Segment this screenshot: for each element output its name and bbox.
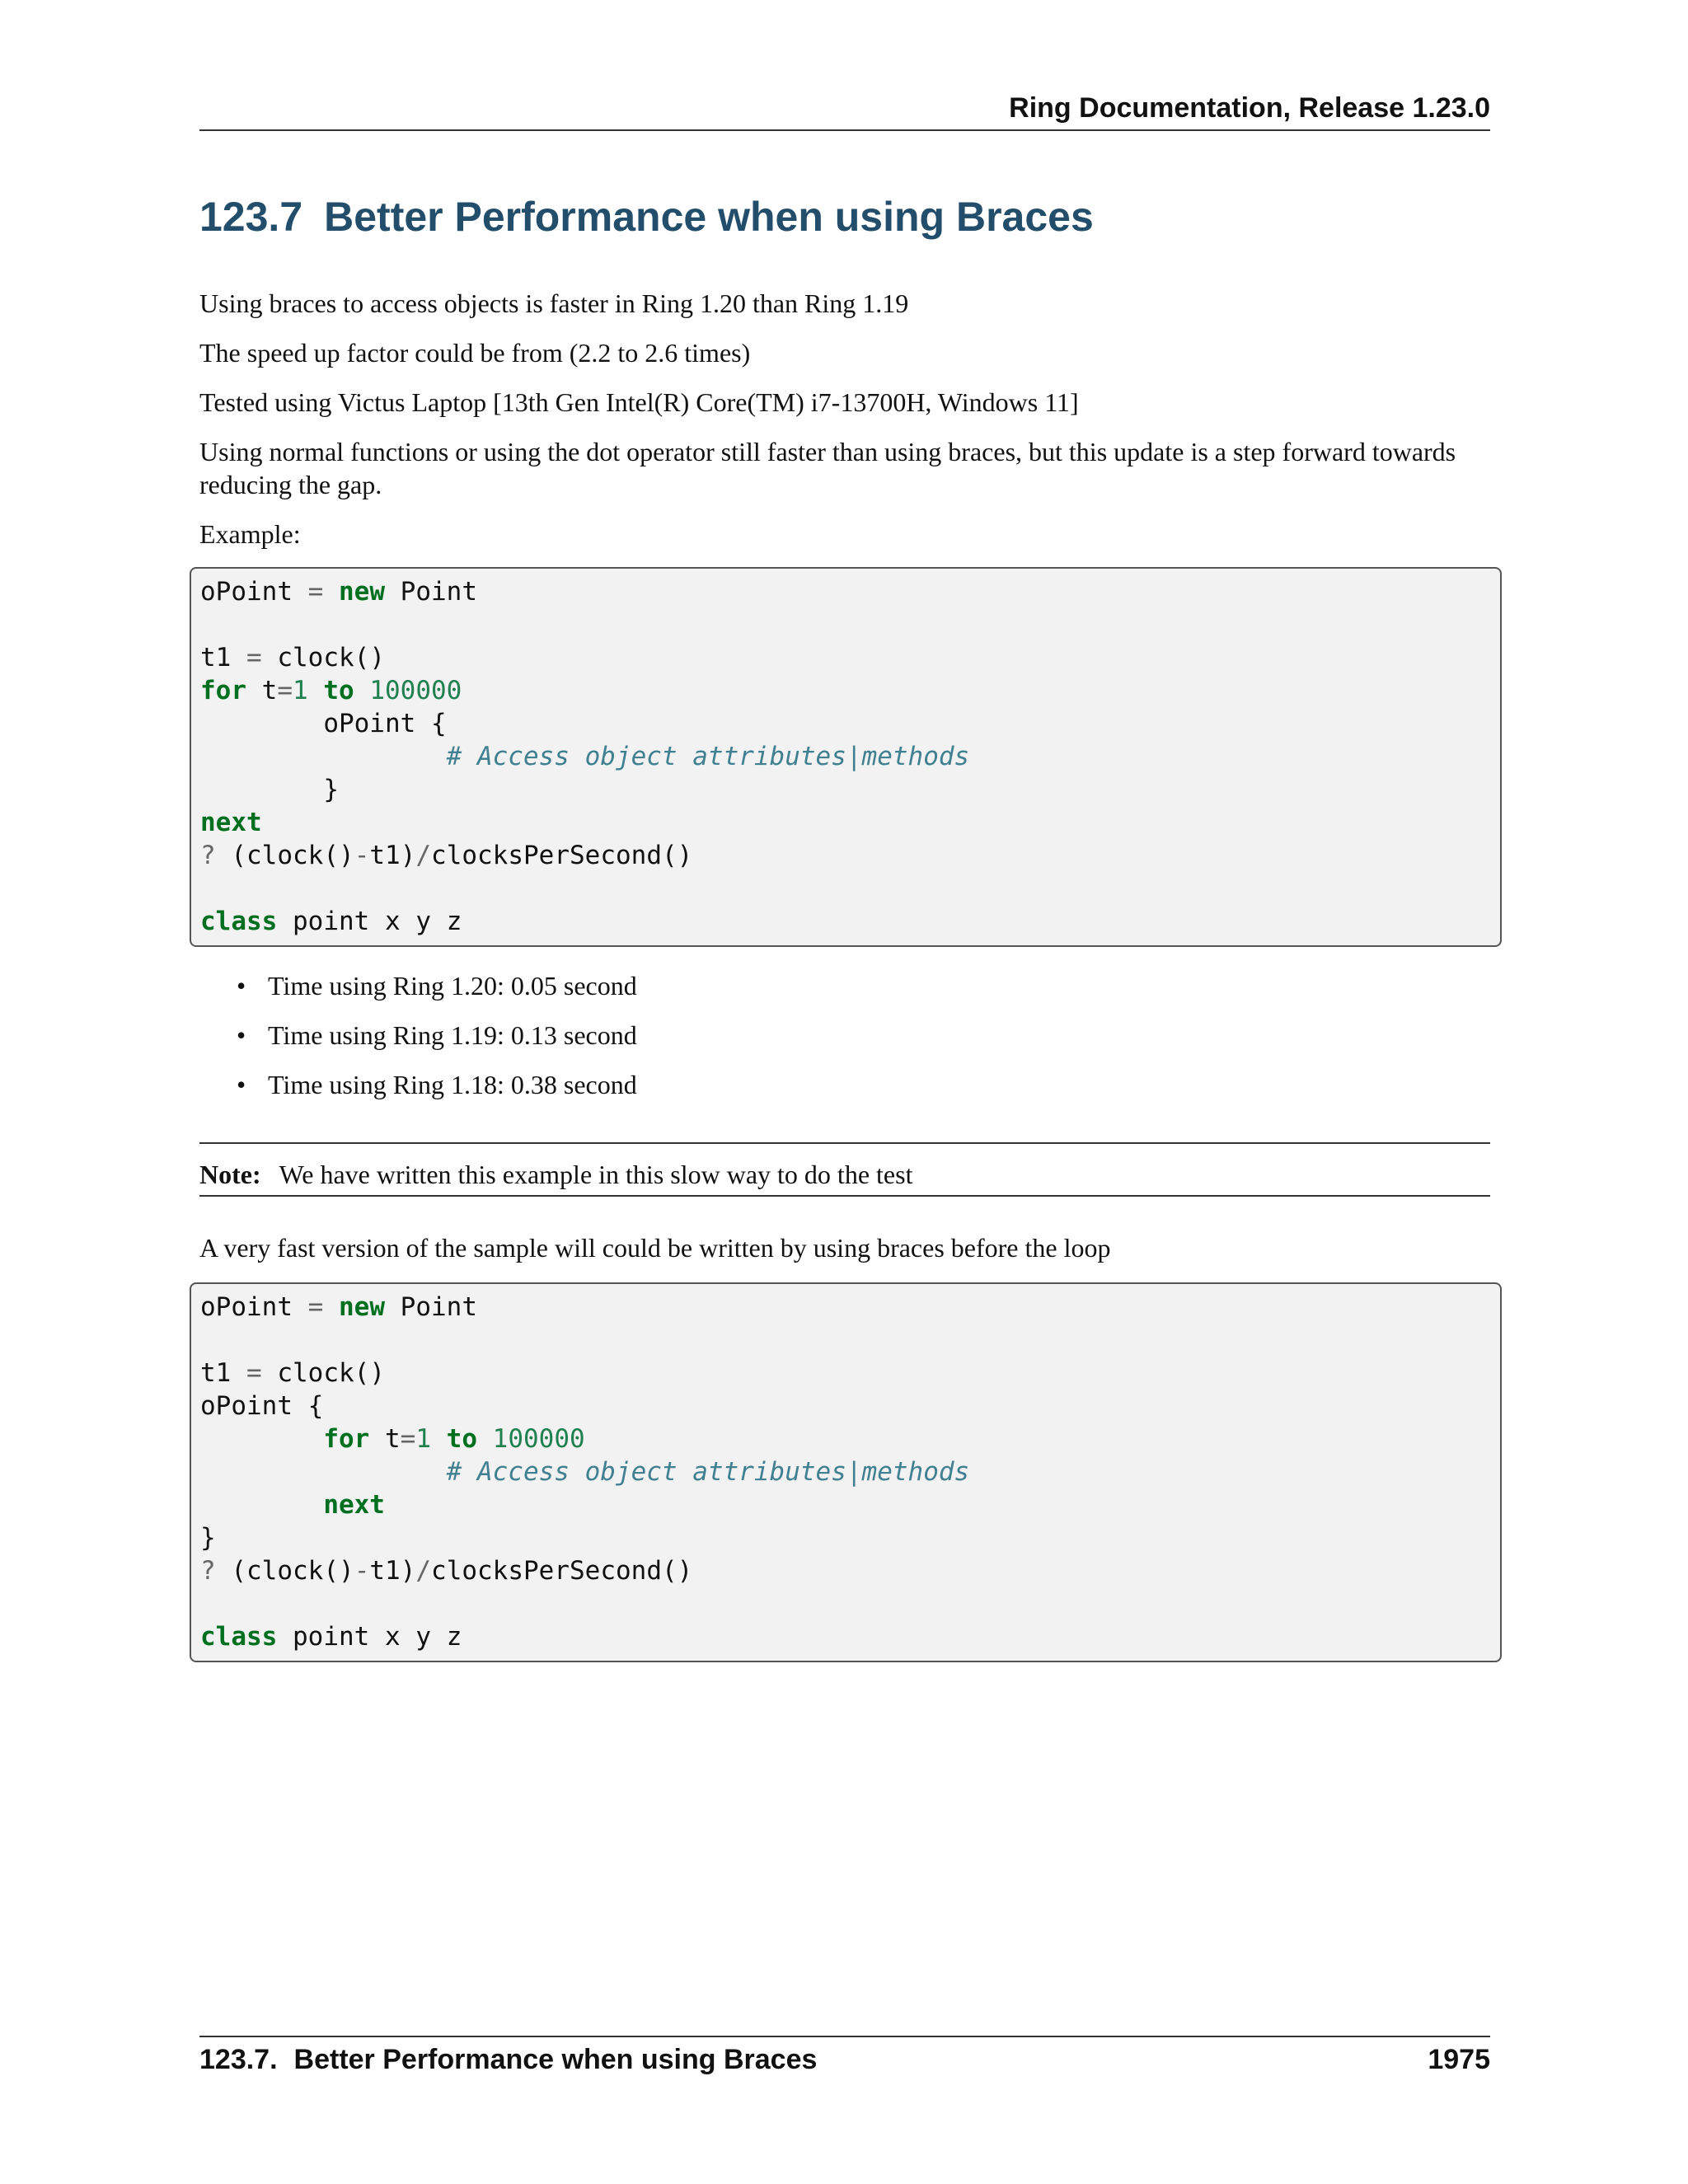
header-rule [199,129,1490,131]
code-line: oPoint { [200,1391,324,1421]
code-line: } [200,1523,216,1553]
note-top-rule [199,1142,1490,1144]
code-line: next [323,1490,385,1520]
code-line: t1 = clock() [200,1358,386,1388]
code-block-example [190,567,1502,947]
code-line: # Access object attributes|methods [446,1457,970,1487]
code-line: } [323,775,339,804]
code-line: class point x y z [200,1622,462,1652]
list-item: • Time using Ring 1.19: 0.13 second [237,1020,637,1050]
code-line: oPoint = new Point [200,1292,477,1322]
footer-rule [199,2036,1490,2037]
section-title [199,193,1094,241]
code-line [200,1324,1500,1357]
code-line: oPoint = new Point [200,577,477,607]
paragraph: Example: [199,519,301,549]
section-title-text: Better Performance when using Braces [324,194,1094,240]
code-line: # Access object attributes|methods [446,742,970,771]
timing-list [239,969,637,1118]
note [199,1158,912,1191]
list-item: • Time using Ring 1.18: 0.38 second [237,1070,637,1099]
running-header: Ring Documentation, Release 1.23.0 [1009,92,1490,124]
paragraph: Tested using Victus Laptop [13th Gen Intel(R) Core(TM) i7-13700H, Windows 11] [199,387,1079,417]
note-label: Note: [199,1160,261,1189]
code-line: oPoint { [323,709,447,738]
code-line [200,872,1500,905]
code-line: class point x y z [200,907,462,936]
note-bottom-rule [199,1195,1490,1197]
paragraph: A very fast version of the sample will could be written by using braces before the loop [199,1233,1111,1263]
code-line: for t=1 to 100000 [200,676,462,705]
paragraph: Using normal functions or using the dot operator still faster than using braces, but this update is a step forward towards reducing the gap. [199,437,1456,499]
code-line: next [200,808,262,837]
code-line: ? (clock()-t1)/clocksPerSecond() [200,841,693,870]
code-line: for t=1 to 100000 [323,1424,585,1454]
list-item: • Time using Ring 1.20: 0.05 second [237,971,637,1001]
code-line: t1 = clock() [200,643,386,673]
code-line: ? (clock()-t1)/clocksPerSecond() [200,1556,693,1586]
footer-section: 123.7. Better Performance when using Braces [199,2044,818,2075]
code-block-fast [190,1282,1502,1662]
paragraph: The speed up factor could be from (2.2 to 2.6 times) [199,338,751,368]
paragraph: Using braces to access objects is faster in Ring 1.20 than Ring 1.19 [199,288,909,318]
section-number: 123.7 [199,194,303,240]
note-text: We have written this example in this slow way to do the test [279,1160,913,1189]
page-number: 1975 [1428,2044,1490,2075]
code-line [200,608,1500,641]
code-line [200,1587,1500,1620]
